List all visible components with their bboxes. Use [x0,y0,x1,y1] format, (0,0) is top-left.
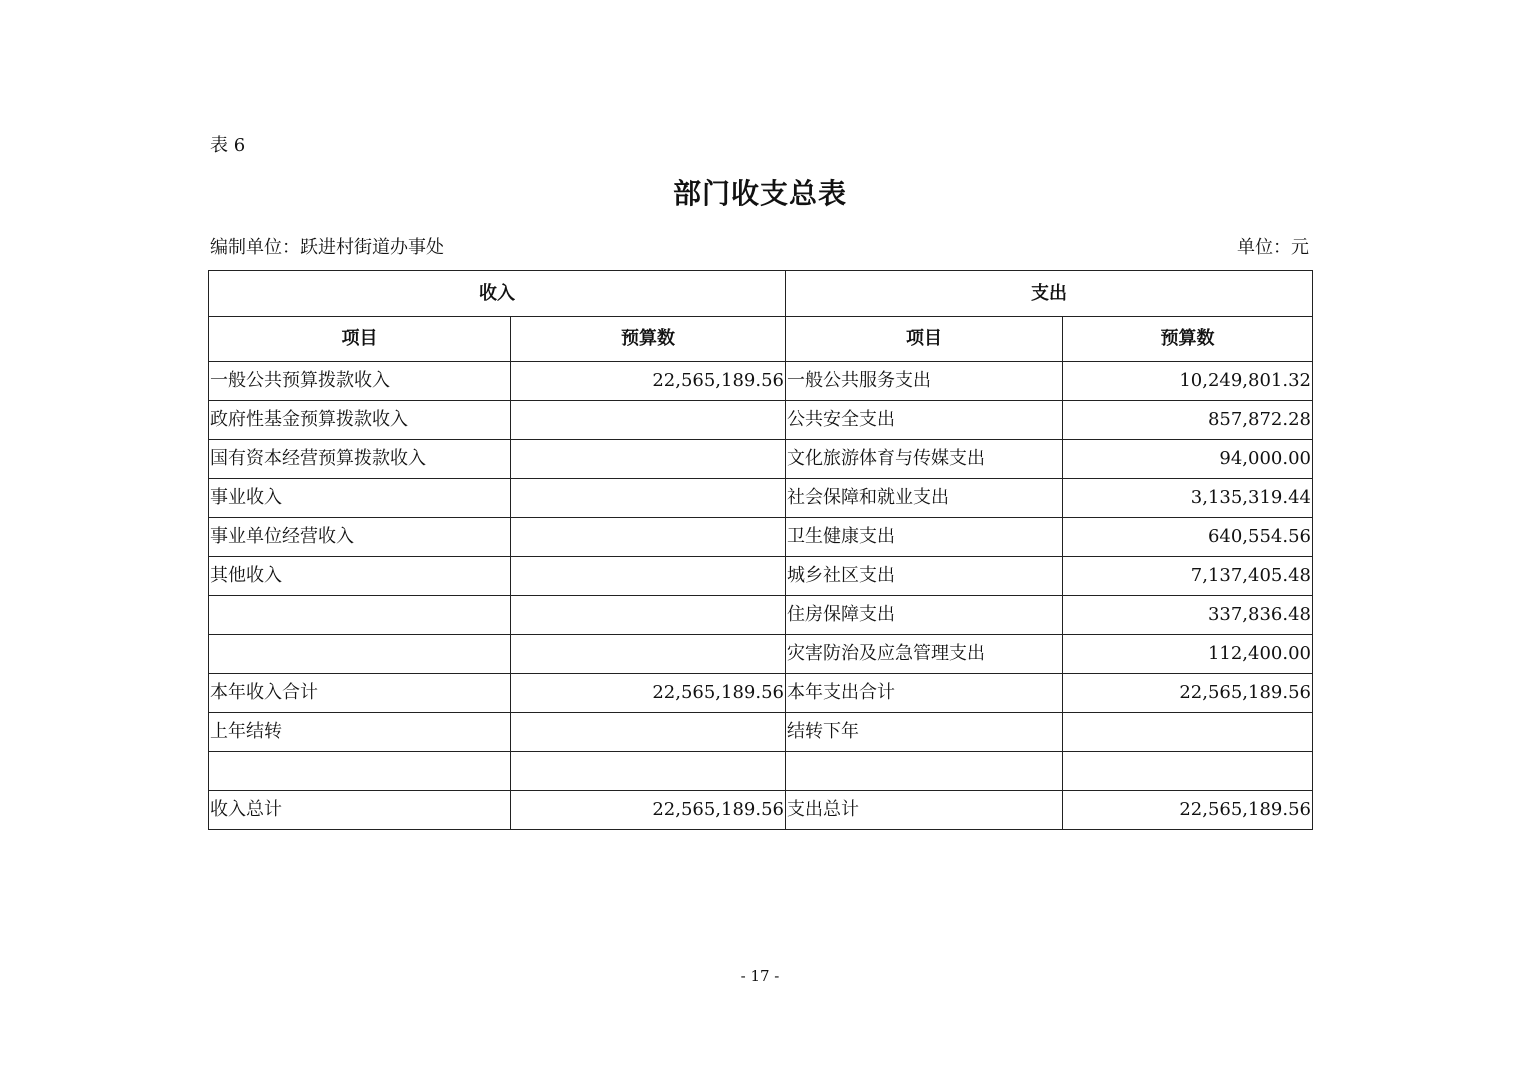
income-amount-cell [511,557,786,596]
table-row [209,401,1313,440]
income-item-cell [209,635,511,674]
income-item-cell [209,752,511,791]
expense-amount-cell: 94,000.00 [1063,440,1313,479]
expense-item-cell: 文化旅游体育与传媒支出 [786,440,1063,479]
income-item-cell: 事业收入 [209,479,511,518]
income-amount-cell [511,401,786,440]
expense-item-cell: 社会保障和就业支出 [786,479,1063,518]
table-row [209,752,1313,791]
expense-item-cell: 公共安全支出 [786,401,1063,440]
income-item-cell: 本年收入合计 [209,674,511,713]
income-item-cell: 其他收入 [209,557,511,596]
table-row [209,440,1313,479]
group-header-row [209,271,1313,317]
income-item-header: 项目 [209,317,511,362]
expense-item-cell: 城乡社区支出 [786,557,1063,596]
expense-amount-cell: 10,249,801.32 [1063,362,1313,401]
table-row [209,518,1313,557]
expense-amount-cell: 22,565,189.56 [1063,791,1313,830]
income-item-cell: 一般公共预算拨款收入 [209,362,511,401]
income-amount-cell [511,713,786,752]
expense-amount-cell [1063,752,1313,791]
column-header-row [209,317,1313,362]
currency-unit-label: 单位：元 [1237,237,1309,258]
page-number: - 17 - [740,967,780,985]
expense-item-cell: 住房保障支出 [786,596,1063,635]
expense-item-cell: 一般公共服务支出 [786,362,1063,401]
income-amount-cell [511,440,786,479]
income-item-cell: 事业单位经营收入 [209,518,511,557]
income-amount-cell [511,479,786,518]
income-amount-cell [511,596,786,635]
table-row [209,674,1313,713]
budget-summary-table [208,270,1313,830]
table-row [209,713,1313,752]
income-amount-cell: 22,565,189.56 [511,674,786,713]
expense-amount-cell: 337,836.48 [1063,596,1313,635]
expense-item-cell: 结转下年 [786,713,1063,752]
income-amount-header: 预算数 [511,317,786,362]
expense-group-header: 支出 [786,271,1313,317]
expense-amount-cell: 7,137,405.48 [1063,557,1313,596]
income-amount-cell: 22,565,189.56 [511,362,786,401]
table-row [209,596,1313,635]
income-amount-cell [511,518,786,557]
table-row [209,362,1313,401]
income-item-cell: 国有资本经营预算拨款收入 [209,440,511,479]
expense-amount-header: 预算数 [1063,317,1313,362]
income-group-header: 收入 [209,271,786,317]
income-amount-cell [511,635,786,674]
expense-item-cell: 本年支出合计 [786,674,1063,713]
income-item-cell [209,596,511,635]
expense-item-cell [786,752,1063,791]
expense-amount-cell: 3,135,319.44 [1063,479,1313,518]
table-row [209,479,1313,518]
expense-item-cell: 支出总计 [786,791,1063,830]
expense-item-cell: 卫生健康支出 [786,518,1063,557]
expense-amount-cell: 640,554.56 [1063,518,1313,557]
expense-amount-cell: 22,565,189.56 [1063,674,1313,713]
income-amount-cell [511,752,786,791]
expense-item-header: 项目 [786,317,1063,362]
income-item-cell: 收入总计 [209,791,511,830]
page-title: 部门收支总表 [672,177,847,210]
income-item-cell: 上年结转 [209,713,511,752]
table-number: 表 6 [210,135,246,156]
prepared-by-label: 编制单位：跃进村街道办事处 [210,237,444,258]
expense-item-cell: 灾害防治及应急管理支出 [786,635,1063,674]
expense-amount-cell [1063,713,1313,752]
expense-amount-cell: 857,872.28 [1063,401,1313,440]
table-row [209,557,1313,596]
table-row [209,635,1313,674]
income-amount-cell: 22,565,189.56 [511,791,786,830]
income-item-cell: 政府性基金预算拨款收入 [209,401,511,440]
table-row [209,791,1313,830]
expense-amount-cell: 112,400.00 [1063,635,1313,674]
